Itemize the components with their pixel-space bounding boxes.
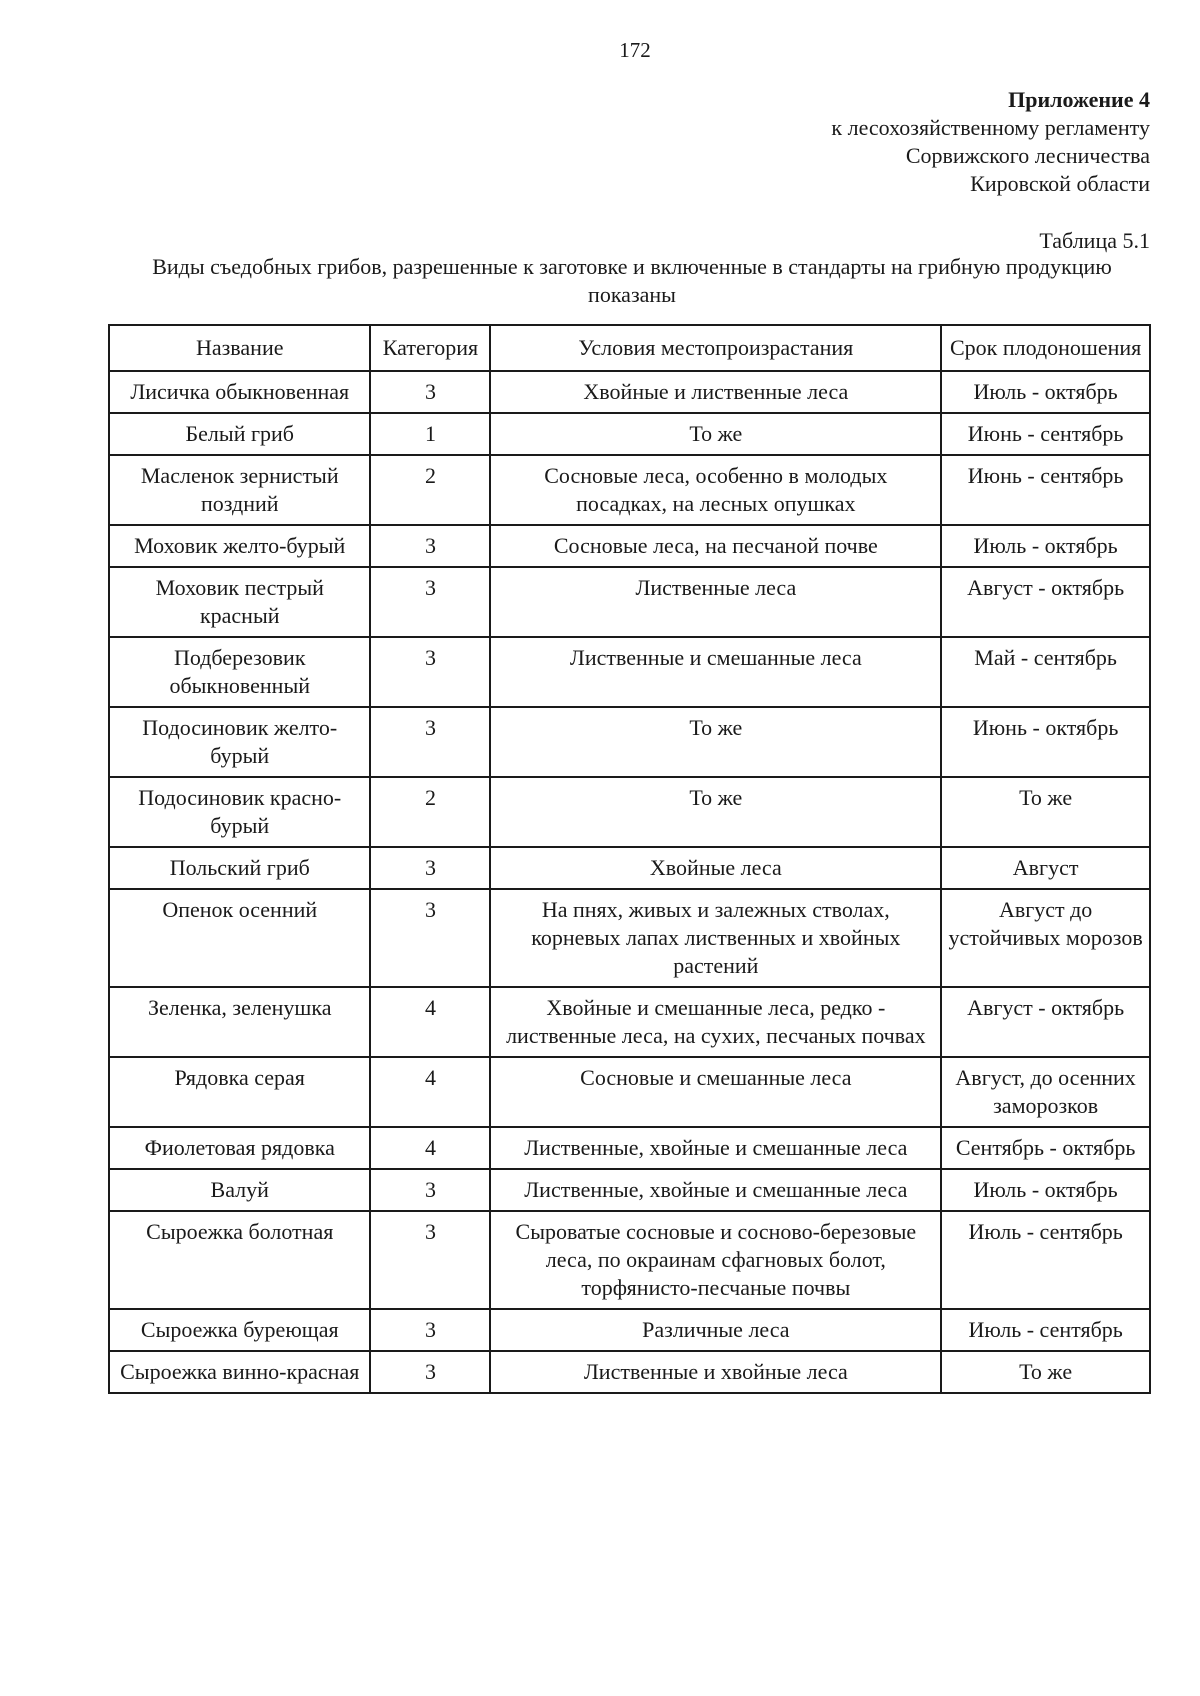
table-row (109, 637, 1150, 707)
cell-category: 3 (370, 889, 490, 987)
cell-name: Польский гриб (109, 847, 370, 889)
cell-name: Опенок осенний (109, 889, 370, 987)
cell-period: Июль - октябрь (941, 1169, 1150, 1211)
cell-category: 3 (370, 525, 490, 567)
header-name: Название (109, 325, 370, 371)
table-row (109, 1057, 1150, 1127)
cell-habitat: Лиственные, хвойные и смешанные леса (490, 1169, 941, 1211)
cell-category: 3 (370, 1211, 490, 1309)
cell-habitat: Лиственные и смешанные леса (490, 637, 941, 707)
cell-category: 3 (370, 567, 490, 637)
cell-name: Подберезовик обыкновенный (109, 637, 370, 707)
cell-habitat: Хвойные и смешанные леса, редко - лиственные леса, на сухих, песчаных почвах (490, 987, 941, 1057)
cell-period: То же (941, 1351, 1150, 1393)
cell-name: Моховик пестрый красный (109, 567, 370, 637)
cell-period: Июль - сентябрь (941, 1211, 1150, 1309)
cell-name: Сыроежка буреющая (109, 1309, 370, 1351)
appendix-line: к лесохозяйственному регламенту (831, 115, 1150, 140)
cell-name: Масленок зернистый поздний (109, 455, 370, 525)
table-row (109, 413, 1150, 455)
cell-habitat: Хвойные и лиственные леса (490, 371, 941, 413)
appendix-line: Кировской области (970, 171, 1150, 196)
cell-period: Июнь - октябрь (941, 707, 1150, 777)
cell-habitat: То же (490, 777, 941, 847)
table-caption: Виды съедобных грибов, разрешенные к заготовке и включенные в стандарты на грибную продукцию показаны (152, 254, 1112, 307)
table-row (109, 371, 1150, 413)
cell-period: Июнь - сентябрь (941, 413, 1150, 455)
cell-name: Зеленка, зеленушка (109, 987, 370, 1057)
table-row (109, 777, 1150, 847)
cell-category: 4 (370, 1057, 490, 1127)
cell-period: Август (941, 847, 1150, 889)
appendix-heading (831, 86, 1150, 198)
header-category: Категория (370, 325, 490, 371)
table-row (109, 847, 1150, 889)
cell-name: Фиолетовая рядовка (109, 1127, 370, 1169)
cell-habitat: То же (490, 413, 941, 455)
cell-category: 3 (370, 1351, 490, 1393)
header-habitat: Условия местопроизрастания (490, 325, 941, 371)
table-row (109, 525, 1150, 567)
table-row (109, 1211, 1150, 1309)
table-row (109, 567, 1150, 637)
appendix-line: Сорвижского лесничества (905, 143, 1150, 168)
cell-name: Валуй (109, 1169, 370, 1211)
cell-category: 3 (370, 1169, 490, 1211)
cell-habitat: На пнях, живых и залежных стволах, корневых лапах лиственных и хвойных растений (490, 889, 941, 987)
table-label: Таблица 5.1 (1039, 228, 1150, 253)
cell-habitat: То же (490, 707, 941, 777)
appendix-title: Приложение 4 (1008, 87, 1150, 112)
cell-period: Август - октябрь (941, 567, 1150, 637)
cell-period: Май - сентябрь (941, 637, 1150, 707)
cell-name: Подосиновик желто-бурый (109, 707, 370, 777)
cell-name: Сыроежка винно-красная (109, 1351, 370, 1393)
table-row (109, 1309, 1150, 1351)
table-row (109, 707, 1150, 777)
cell-name: Сыроежка болотная (109, 1211, 370, 1309)
mushroom-species-table (108, 324, 1151, 1394)
cell-name: Подосиновик красно-бурый (109, 777, 370, 847)
cell-habitat: Сосновые леса, на песчаной почве (490, 525, 941, 567)
cell-habitat: Лиственные и хвойные леса (490, 1351, 941, 1393)
cell-period: Август - октябрь (941, 987, 1150, 1057)
cell-name: Моховик желто-бурый (109, 525, 370, 567)
cell-period: Август до устойчивых морозов (941, 889, 1150, 987)
cell-category: 4 (370, 1127, 490, 1169)
cell-habitat: Различные леса (490, 1309, 941, 1351)
cell-period: Сентябрь - октябрь (941, 1127, 1150, 1169)
table-row (109, 1169, 1150, 1211)
cell-category: 4 (370, 987, 490, 1057)
cell-period: Июль - октябрь (941, 525, 1150, 567)
cell-category: 1 (370, 413, 490, 455)
cell-period: Июнь - сентябрь (941, 455, 1150, 525)
cell-habitat: Сыроватые сосновые и сосново-березовые леса, по окраинам сфагновых болот, торфянисто-песчаные почвы (490, 1211, 941, 1309)
cell-period: Июль - сентябрь (941, 1309, 1150, 1351)
cell-habitat: Лиственные леса (490, 567, 941, 637)
cell-habitat: Сосновые и смешанные леса (490, 1057, 941, 1127)
cell-name: Рядовка серая (109, 1057, 370, 1127)
cell-category: 3 (370, 1309, 490, 1351)
table-row (109, 455, 1150, 525)
cell-period: Август, до осенних заморозков (941, 1057, 1150, 1127)
cell-category: 3 (370, 637, 490, 707)
cell-habitat: Лиственные, хвойные и смешанные леса (490, 1127, 941, 1169)
table-row (109, 987, 1150, 1057)
table-row (109, 1127, 1150, 1169)
table-row (109, 1351, 1150, 1393)
page-number: 172 (619, 38, 651, 62)
cell-category: 3 (370, 371, 490, 413)
cell-period: То же (941, 777, 1150, 847)
table-row (109, 889, 1150, 987)
table-header-row (109, 325, 1150, 371)
cell-category: 2 (370, 777, 490, 847)
cell-habitat: Сосновые леса, особенно в молодых посадках, на лесных опушках (490, 455, 941, 525)
cell-period: Июль - октябрь (941, 371, 1150, 413)
cell-name: Белый гриб (109, 413, 370, 455)
cell-category: 2 (370, 455, 490, 525)
cell-habitat: Хвойные леса (490, 847, 941, 889)
cell-category: 3 (370, 707, 490, 777)
header-fruiting-period: Срок плодоношения (941, 325, 1150, 371)
cell-name: Лисичка обыкновенная (109, 371, 370, 413)
cell-category: 3 (370, 847, 490, 889)
